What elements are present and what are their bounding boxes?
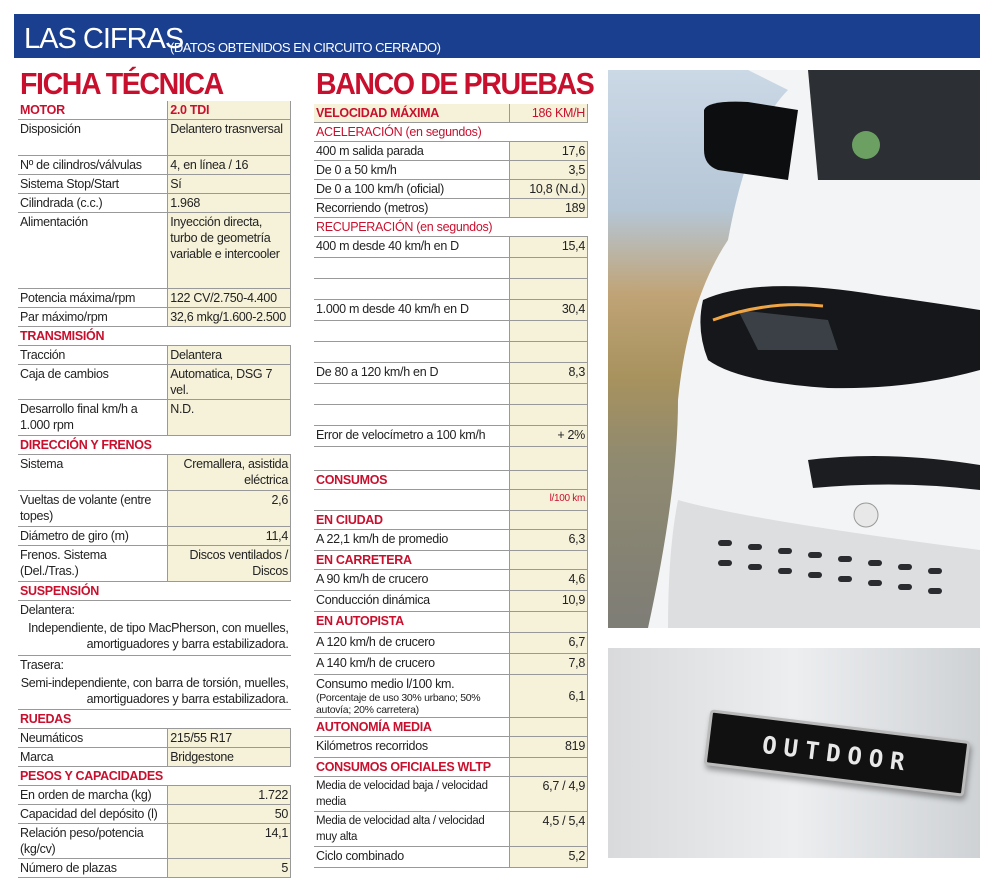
car-front-illustration <box>608 70 980 628</box>
empty-cell <box>510 384 588 405</box>
row-label: Nº de cilindros/válvulas <box>18 156 168 175</box>
empty-cell <box>510 279 588 300</box>
row-value: 3,5 <box>510 161 588 180</box>
empty-cell <box>510 551 588 570</box>
row-value: + 2% <box>510 426 588 447</box>
row-label: Relación peso/potencia (kg/cv) <box>18 824 168 859</box>
row-label: A 140 km/h de crucero <box>314 654 510 675</box>
row-label: Neumáticos <box>18 729 168 748</box>
empty-row <box>314 342 510 363</box>
row-value: 122 CV/2.750-4.400 <box>168 289 291 308</box>
row-value: Inyección directa, turbo de geometría variable e intercooler <box>168 213 291 289</box>
section-wltp: CONSUMOS OFICIALES WLTP <box>314 758 510 777</box>
motor-label: MOTOR <box>18 101 168 120</box>
row-label: Número de plazas <box>18 859 168 878</box>
row-label: Caja de cambios <box>18 365 168 400</box>
row-value: 4,6 <box>510 570 588 591</box>
section-recuperacion: RECUPERACIÓN (en segundos) <box>314 218 588 237</box>
row-value: 30,4 <box>510 300 588 321</box>
section-transmision: TRANSMISIÓN <box>18 327 291 346</box>
section-pesos: PESOS Y CAPACIDADES <box>18 767 291 786</box>
delantera-label: Delantera: <box>20 603 75 617</box>
row-value: 2,6 <box>168 491 291 527</box>
row-value: 6,1 <box>510 675 588 718</box>
delantera-text: Independiente, de tipo MacPherson, con muelles, amortiguadores y barra estabilizadora. <box>18 619 291 655</box>
spacer-row <box>314 447 510 471</box>
row-value: 17,6 <box>510 142 588 161</box>
row-label: Recorriendo (metros) <box>314 199 510 218</box>
unit-label: l/100 km <box>510 490 588 511</box>
row-value: 15,4 <box>510 237 588 258</box>
row-value: 10,9 <box>510 591 588 612</box>
banco-title: BANCO DE PRUEBAS <box>316 66 594 101</box>
row-value: Cremallera, asistida eléctrica <box>168 455 291 491</box>
row-value: 5 <box>168 859 291 878</box>
row-value: 6,7 <box>510 633 588 654</box>
banco-table <box>314 104 588 868</box>
row-label: Par máximo/rpm <box>18 308 168 327</box>
row-label: Capacidad del depósito (l) <box>18 805 168 824</box>
row-label: 1.000 m desde 40 km/h en D <box>314 300 510 321</box>
trasera-text: Semi-independiente, con barra de torsión, muelles, amortiguadores y barra estabilizadora. <box>18 674 291 710</box>
row-value: 6,3 <box>510 530 588 551</box>
row-value: 14,1 <box>168 824 291 859</box>
row-value: Delantera <box>168 346 291 365</box>
empty-cell <box>510 471 588 490</box>
row-value: Delantero trasnversal <box>168 120 291 156</box>
row-label: Cilindrada (c.c.) <box>18 194 168 213</box>
row-label: Sistema <box>18 455 168 491</box>
section-autopista: EN AUTOPISTA <box>314 612 510 633</box>
row-value: 50 <box>168 805 291 824</box>
empty-row <box>314 490 510 511</box>
row-value: 1.968 <box>168 194 291 213</box>
car-front-photo <box>608 70 980 628</box>
row-value: Discos ventilados / Discos <box>168 546 291 582</box>
section-aceleracion: ACELERACIÓN (en segundos) <box>314 123 588 142</box>
empty-cell <box>510 342 588 363</box>
vmax-label: VELOCIDAD MÁXIMA <box>314 104 510 123</box>
vmax-value: 186 KM/H <box>510 104 588 123</box>
row-label: Conducción dinámica <box>314 591 510 612</box>
empty-row <box>314 384 510 405</box>
badge-text: OUTDOOR <box>760 730 914 778</box>
row-label: En orden de marcha (kg) <box>18 786 168 805</box>
row-label: Ciclo combinado <box>314 847 510 868</box>
row-label: Alimentación <box>18 213 168 289</box>
empty-cell <box>510 758 588 777</box>
empty-cell <box>510 321 588 342</box>
row-value: 10,8 (N.d.) <box>510 180 588 199</box>
outdoor-badge <box>704 709 971 797</box>
row-label: Frenos. Sistema (Del./Tras.) <box>18 546 168 582</box>
row-label: A 120 km/h de crucero <box>314 633 510 654</box>
row-value: 11,4 <box>168 527 291 546</box>
row-value: 4,5 / 5,4 <box>510 812 588 847</box>
row-label: Kilómetros recorridos <box>314 737 510 758</box>
section-ruedas: RUEDAS <box>18 710 291 729</box>
row-value: N.D. <box>168 400 291 436</box>
row-value: Sí <box>168 175 291 194</box>
row-label: A 90 km/h de crucero <box>314 570 510 591</box>
banner-subtitle: (DATOS OBTENIDOS EN CIRCUITO CERRADO) <box>170 40 441 55</box>
row-label: Media de velocidad baja / velocidad media <box>314 777 510 812</box>
empty-row <box>314 405 510 426</box>
row-value: 8,3 <box>510 363 588 384</box>
row-label: De 80 a 120 km/h en D <box>314 363 510 384</box>
motor-value: 2.0 TDI <box>168 101 291 120</box>
consumo-medio-label: Consumo medio l/100 km. <box>316 677 455 691</box>
empty-cell <box>510 718 588 737</box>
row-label: Tracción <box>18 346 168 365</box>
row-label: Desarrollo final km/h a 1.000 rpm <box>18 400 168 436</box>
spacer-cell <box>510 447 588 471</box>
row-label: Potencia máxima/rpm <box>18 289 168 308</box>
section-carretera: EN CARRETERA <box>314 551 510 570</box>
row-label: A 22,1 km/h de promedio <box>314 530 510 551</box>
empty-row <box>314 258 510 279</box>
empty-cell <box>510 612 588 633</box>
banner-title: LAS CIFRAS <box>24 23 184 55</box>
row-label: De 0 a 100 km/h (oficial) <box>314 180 510 199</box>
row-value: 215/55 R17 <box>168 729 291 748</box>
row-value: 5,2 <box>510 847 588 868</box>
consumo-medio-note: (Porcentaje de uso 30% urbano; 50% autovía; 20% carretera) <box>316 692 481 716</box>
row-label: Error de velocímetro a 100 km/h <box>314 426 510 447</box>
header-banner <box>14 14 980 58</box>
empty-cell <box>510 405 588 426</box>
row-value: 4, en línea / 16 <box>168 156 291 175</box>
empty-cell <box>510 258 588 279</box>
row-value: Automatica, DSG 7 vel. <box>168 365 291 400</box>
row-label: 400 m salida parada <box>314 142 510 161</box>
row-value: 6,7 / 4,9 <box>510 777 588 812</box>
badge-photo <box>608 648 980 858</box>
row-label: Vueltas de volante (entre topes) <box>18 491 168 527</box>
row-label: Media de velocidad alta / velocidad muy alta <box>314 812 510 847</box>
empty-row <box>314 279 510 300</box>
row-label: Sistema Stop/Start <box>18 175 168 194</box>
row-value: 32,6 mkg/1.600-2.500 <box>168 308 291 327</box>
row-label: 400 m desde 40 km/h en D <box>314 237 510 258</box>
row-value: 1.722 <box>168 786 291 805</box>
section-direccion: DIRECCIÓN Y FRENOS <box>18 436 291 455</box>
section-consumos: CONSUMOS <box>314 471 510 490</box>
ficha-table <box>18 101 291 878</box>
empty-cell <box>510 511 588 530</box>
row-label: Marca <box>18 748 168 767</box>
row-value: 819 <box>510 737 588 758</box>
section-autonomia: AUTONOMÍA MEDIA <box>314 718 510 737</box>
row-label: Diámetro de giro (m) <box>18 527 168 546</box>
consumo-medio-cell <box>314 675 510 718</box>
row-label: Disposición <box>18 120 168 156</box>
trasera-label: Trasera: <box>20 657 64 672</box>
section-ciudad: EN CIUDAD <box>314 511 510 530</box>
row-value: 7,8 <box>510 654 588 675</box>
section-suspension: SUSPENSIÓN <box>18 582 291 601</box>
row-label: De 0 a 50 km/h <box>314 161 510 180</box>
empty-row <box>314 321 510 342</box>
row-value: Bridgestone <box>168 748 291 767</box>
row-value: 189 <box>510 199 588 218</box>
ficha-title: FICHA TÉCNICA <box>20 66 223 101</box>
